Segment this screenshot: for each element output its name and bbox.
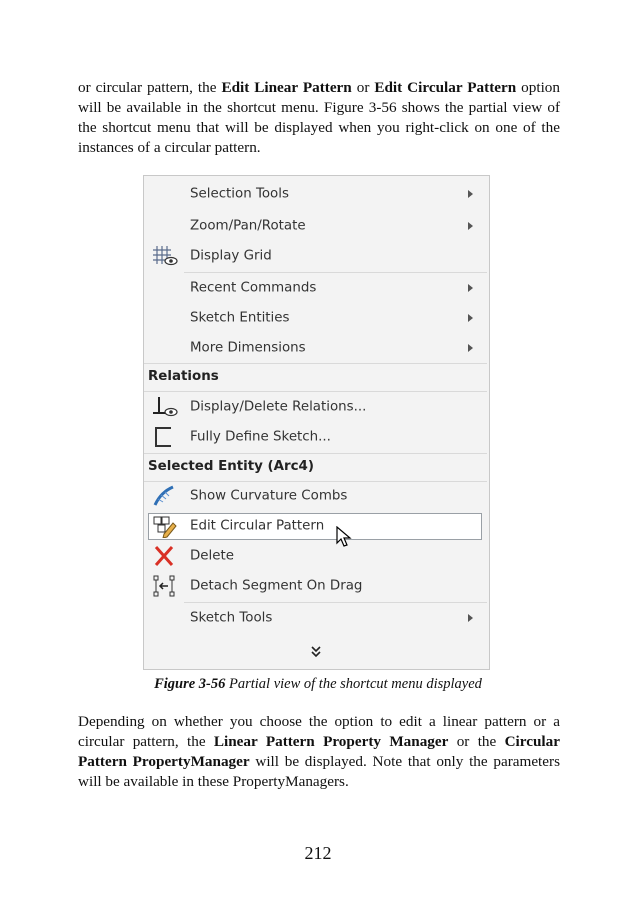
- bold-term-linear-pattern-property-manager: Linear Pattern Property Manager: [213, 733, 449, 750]
- menu-separator: [144, 453, 487, 454]
- menu-item-selection-tools[interactable]: [144, 180, 489, 208]
- menu-item-label: Selection Tools: [190, 186, 289, 202]
- menu-item-delete[interactable]: [144, 542, 489, 570]
- submenu-arrow-icon: [468, 222, 473, 230]
- menu-item-label: Sketch Tools: [190, 610, 273, 626]
- submenu-arrow-icon: [468, 190, 473, 198]
- menu-item-label: More Dimensions: [190, 340, 306, 356]
- text-run: option will be available in the shortcut menu. Figure 3-56 shows the partial view of the shortcut menu that will be displayed when you right-click on one of the instances of a circular pattern.: [78, 79, 560, 156]
- menu-item-label: Edit Circular Pattern: [190, 518, 325, 534]
- detach-segment-icon: [151, 574, 179, 598]
- menu-section-header-selected-entity: Selected Entity (Arc4): [148, 459, 314, 474]
- menu-item-label: Display Grid: [190, 248, 272, 264]
- submenu-arrow-icon: [468, 344, 473, 352]
- menu-item-label: Detach Segment On Drag: [190, 578, 363, 594]
- menu-item-display-grid[interactable]: [144, 242, 489, 270]
- menu-separator: [184, 602, 487, 603]
- menu-item-label: Sketch Entities: [190, 310, 290, 326]
- menu-item-label: Display/Delete Relations...: [190, 399, 367, 415]
- double-chevron-down-icon[interactable]: [310, 645, 322, 659]
- submenu-arrow-icon: [468, 314, 473, 322]
- edit-circular-pattern-icon: [151, 514, 179, 538]
- menu-item-label: Zoom/Pan/Rotate: [190, 218, 306, 234]
- bold-term-circular-pattern-propertymanager: Circular Pattern PropertyManager: [78, 733, 560, 770]
- menu-item-display-delete-relations[interactable]: [144, 393, 489, 421]
- menu-item-fully-define-sketch[interactable]: [144, 423, 489, 451]
- figure-caption: [0, 676, 636, 693]
- text-run: or: [351, 79, 375, 96]
- caption-text: Partial view of the shortcut menu displayed: [225, 676, 482, 692]
- menu-item-sketch-tools[interactable]: [144, 604, 489, 632]
- menu-item-label: Fully Define Sketch...: [190, 429, 331, 445]
- menu-item-label: Recent Commands: [190, 280, 317, 296]
- intro-paragraph: [78, 78, 560, 158]
- menu-item-detach-segment[interactable]: [144, 572, 489, 600]
- body-paragraph: [78, 712, 560, 792]
- page-number: 212: [304, 843, 332, 863]
- menu-item-show-curvature-combs[interactable]: [144, 482, 489, 510]
- text-run: will be displayed. Note that only the parameters will be available in these PropertyManagers.: [78, 753, 560, 790]
- menu-item-edit-circular-pattern[interactable]: [144, 512, 489, 540]
- shortcut-menu-figure: [143, 175, 490, 670]
- menu-item-label: Delete: [190, 548, 234, 564]
- menu-item-label: Show Curvature Combs: [190, 488, 348, 504]
- delete-icon: [151, 544, 179, 568]
- text-run: Depending on whether you choose the option to edit a linear pattern or a circular pattern, the: [78, 713, 560, 750]
- submenu-arrow-icon: [468, 614, 473, 622]
- submenu-arrow-icon: [468, 284, 473, 292]
- menu-item-sketch-entities[interactable]: [144, 304, 489, 332]
- text-run: or circular pattern, the: [78, 79, 222, 96]
- fully-define-sketch-icon: [151, 425, 179, 449]
- display-relations-icon: [151, 395, 179, 419]
- figure-number: Figure 3-56: [154, 676, 226, 692]
- menu-separator: [184, 272, 487, 273]
- menu-item-more-dimensions[interactable]: [144, 334, 489, 362]
- curvature-combs-icon: [151, 484, 179, 508]
- bold-term-edit-linear-pattern: Edit Linear Pattern: [221, 79, 352, 96]
- display-grid-icon: [151, 244, 179, 268]
- menu-separator: [144, 363, 487, 364]
- menu-separator: [144, 391, 487, 392]
- text-run: or the: [448, 733, 505, 750]
- menu-item-zoom-pan-rotate[interactable]: [144, 212, 489, 240]
- menu-section-header-relations: Relations: [148, 369, 219, 384]
- menu-item-recent-commands[interactable]: [144, 274, 489, 302]
- bold-term-edit-circular-pattern: Edit Circular Pattern: [374, 79, 517, 96]
